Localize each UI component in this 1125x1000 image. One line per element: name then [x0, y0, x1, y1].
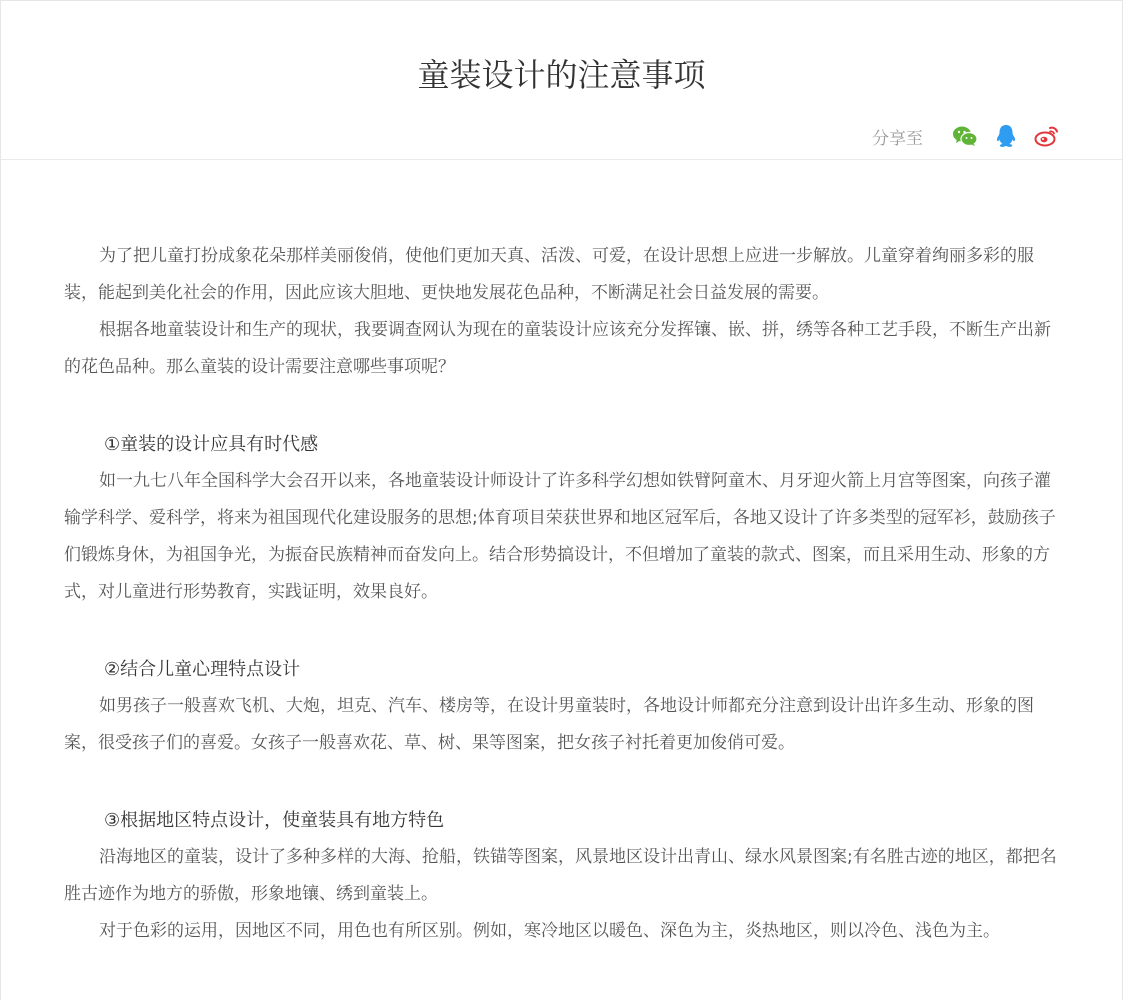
intro-paragraph-2: 根据各地童装设计和生产的现状，我要调查网认为现在的童装设计应该充分发挥镶、嵌、拼，绣等各种工艺手段，不断生产出新的花色品种。那么童装的设计需要注意哪些事项呢？ — [64, 320, 1051, 377]
qq-icon[interactable] — [993, 123, 1019, 149]
section-3-paragraph-2: 对于色彩的运用，因地区不同，用色也有所区别。例如，寒冷地区以暖色、深色为主，炎热地区，则以冷色、浅色为主。 — [99, 921, 1000, 941]
spacer — [64, 386, 1064, 426]
section-1-paragraph-1: 如一九七八年全国科学大会召开以来，各地童装设计师设计了许多科学幻想如铁臂阿童木、月牙迎火箭上月宫等图案，向孩子灌输学科学、爱科学，将来为祖国现代化建设服务的思想;体育项目荣获世界和地区冠军后，各地又设计了许多类型的冠军衫，鼓励孩子们锻炼身休，为祖国争光，为振奋民族精神而奋发向上。结合形势搞设计，不但增加了童装的款式、图案，而且采用生动、形象的方式，对儿童进行形势教育，实践证明，效果良好。 — [64, 471, 1056, 602]
share-label: 分享至 — [872, 128, 923, 149]
header-divider — [1, 159, 1122, 160]
section-2-paragraph-1: 如男孩子一般喜欢飞机、大炮，坦克、汽车、楼房等，在设计男童装时，各地设计师都充分注意到设计出许多生动、形象的图案，很受孩子们的喜爱。女孩子一般喜欢花、草、树、果等图案，把女孩子衬托着更加俊俏可爱。 — [64, 696, 1034, 753]
section-heading-3: ③根据地区特点设计，使童装具有地方特色 — [104, 810, 445, 831]
section-heading-1: ①童装的设计应具有时代感 — [104, 434, 319, 455]
article-body — [64, 238, 1064, 950]
section-3-paragraph-1: 沿海地区的童装，设计了多种多样的大海、抢船，铁锚等图案，风景地区设计出青山、绿水风景图案;有名胜古迹的地区，都把名胜古迹作为地方的骄傲，形象地镶、绣到童装上。 — [64, 847, 1057, 904]
section-heading-2: ②结合儿童心理特点设计 — [104, 659, 301, 680]
share-bar — [872, 122, 1060, 150]
article-title: 童装设计的注意事项 — [417, 56, 706, 94]
weibo-icon[interactable] — [1034, 123, 1060, 149]
spacer — [64, 762, 1064, 802]
intro-paragraph-1: 为了把儿童打扮成象花朵那样美丽俊俏，使他们更加天真、活泼、可爱，在设计思想上应进一步解放。儿童穿着绚丽多彩的服装，能起到美化社会的作用，因此应该大胆地、更快地发展花色品种，不断满足社会日益发展的需要。 — [64, 246, 1034, 303]
wechat-icon[interactable] — [952, 123, 978, 149]
spacer — [64, 611, 1064, 651]
